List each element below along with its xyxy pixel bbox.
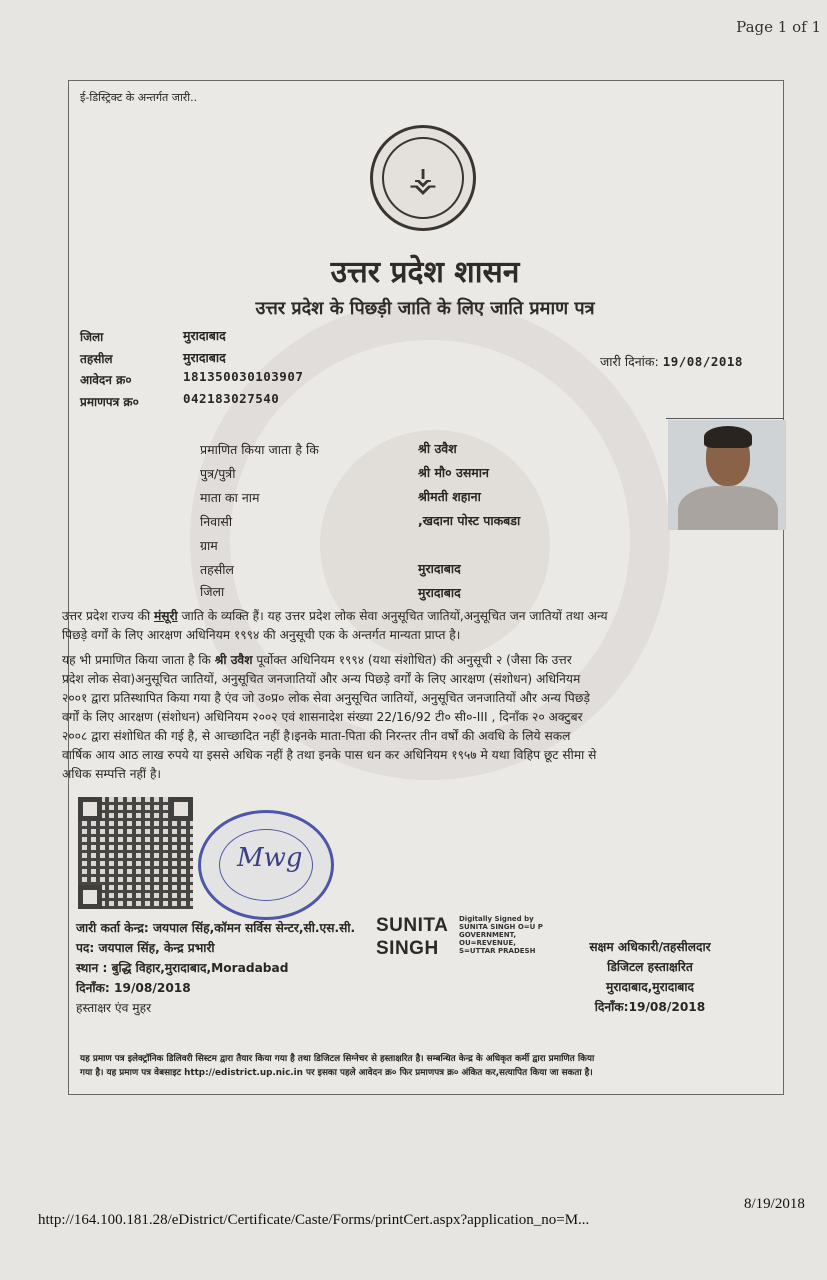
application-no-value: 181350030103907 [183,369,304,384]
applicant-photo [668,420,786,530]
issue-date-label: जारी दिनांक: [600,354,659,369]
detail-label: ग्राम [200,538,218,553]
detail-label: निवासी [200,514,233,529]
authority-title: सक्षम अधिकारी/तहसीलदार [589,940,711,954]
detail-label: प्रमाणित किया जाता है कि [200,442,319,457]
father-name: श्री मौ० उसमान [418,465,489,480]
district-value: मुरादाबाद [183,328,226,343]
authority-sign: डिजिटल हस्ताक्षरित [607,960,693,974]
issuer-post: पद: जयपाल सिंह, केन्द्र प्रभारी [76,941,215,955]
district-label: जिला [80,330,104,344]
paragraph-line: २००१ द्वारा प्रतिस्थापित किया गया है एंव जो उ०प्र० लोक सेवा अनुसूचित जातियों, अनुसूचित जनजातियों और अन्य पिछड़े [62,691,590,705]
paragraph-line: २००८ द्वारा संशोधित की गई है, से आच्छादित नहीं है।इनके माता-पिता की निरन्तर तीन वर्षों की अवधि के लिये सकल [62,729,571,743]
signer-last-name: SINGH [376,938,439,959]
verification-note: यह प्रमाण पत्र इलेक्ट्रॉनिक डिलिवरी सिस्टम द्वारा तैयार किया गया है तथा डिजिटल सिग्नेचर से हस्ताक्षरित है। सम्बन्धित केन्द्र के अधिकृत कर्मी द्वारा प्रमाणित किया गया है। यह प्रमाण पत्र वेबसाइट http://edistrict.up.nic.in पर इसका पहले आवेदन क्र० फिर प्रमाणपत्र क्र० अंकित कर,सत्यापित किया जा सकता है। [80,1054,595,1078]
tehsil-value: मुरादाबाद [183,350,226,365]
certificate-no-label: प्रमाणपत्र क्र० [80,395,139,409]
paragraph-line: पिछड़े वर्गों के लिए आरक्षण अधिनियम १९९४ की अनुसूची एक के अन्तर्गत मान्यता प्राप्त है। [62,628,461,642]
detail-label: माता का नाम [200,490,260,505]
tehsil-label: तहसील [80,352,113,366]
detail-tehsil-value: मुरादाबाद [418,561,461,576]
issuer-date: दिनाँक: 19/08/2018 [76,981,191,995]
issuer-sign-label: हस्ताक्षर एंव मुहर [76,1001,152,1015]
page-indicator: Page 1 of 1 [736,18,821,36]
official-stamp [198,810,334,920]
paragraph-line: वार्षिक आय आठ लाख रुपये या इससे अधिक नहीं है तथा इनके पास धन कर अधिनियम १९५७ मे यथा विहिप छूट सीमा से [62,748,597,762]
qr-code [78,797,193,909]
printed-url: http://164.100.181.28/eDistrict/Certificate/Caste/Forms/printCert.aspx?application_no=M... [38,1212,590,1228]
issuer-place: स्थान : बुद्धि विहार,मुरादाबाद,Moradabad [76,961,289,975]
signer-first-name: SUNITA [376,915,449,936]
issuer-center: जारी कर्ता केन्द्र: जयपाल सिंह,कॉमन सर्विस सेन्टर,सी.एस.सी. [76,921,356,935]
government-title: उत्तर प्रदेश शासन [330,255,520,290]
certificate-no-value: 042183027540 [183,391,280,406]
residence-value: ,खदाना पोस्ट पाकबडा [418,513,521,528]
paragraph-line: प्रदेश लोक सेवा)अनुसूचित जातियों, अनुसूचित जनजातियों और अन्य पिछड़े वर्गों के लिए आरक्षण (संशोधन) अधिनियम [62,672,581,686]
issued-under-note: ई-डिस्ट्रिक्ट के अन्तर्गत जारी.. [80,91,198,104]
up-government-emblem [370,125,476,231]
authority-date: दिनाँक:19/08/2018 [594,1000,706,1014]
digital-signature [376,915,448,960]
authority-place: मुरादाबाद,मुरादाबाद [606,980,694,994]
issue-date-value: 19/08/2018 [662,354,743,369]
paragraph-line: उत्तर प्रदेश राज्य की मंसूरी जाति के व्यक्ति हैं। यह उत्तर प्रदेश लोक सेवा अनुसूचित जातियों,अनुसूचित जन जातियों तथा अन्य [62,609,608,623]
detail-label: पुत्र/पुत्री [200,466,236,481]
paragraph-line: यह भी प्रमाणित किया जाता है कि श्री उवैश पूर्वोक्त अधिनियम १९९४ (यथा संशोधित) की अनुसूची २ (जैसा कि उत्तर [62,653,572,667]
issue-date [600,353,743,370]
applicant-name: श्री उवैश [418,441,457,456]
detail-label: तहसील [200,562,234,577]
detail-district-value: मुरादाबाद [418,585,461,600]
photo-top-rule [666,418,784,419]
paragraph-line: वर्गों के लिए आरक्षण (संशोधन) अधिनियम २००२ एवं शासनादेश संख्या 22/16/92 टी० सी०-III , दिनाँक २० अक्टुबर [62,710,583,724]
printed-date: 8/19/2018 [744,1196,805,1212]
bow-arrow-fish-icon: ⚶ [408,160,438,200]
detail-label: जिला [200,584,225,599]
handwritten-signature: Mwg [237,843,303,873]
certificate-title: उत्तर प्रदेश के पिछड़ी जाति के लिए जाति प्रमाण पत्र [255,298,595,319]
authority-block [570,937,730,1017]
paragraph-line: अधिक सम्पत्ति नहीं है। [62,767,162,781]
application-no-label: आवेदन क्र० [80,373,132,387]
mother-name: श्रीमती शहाना [418,489,481,504]
digital-signature-details: Digitally Signed by SUNITA SINGH O=U P GOVERNMENT, OU=REVENUE, S=UTTAR PRADESH [459,915,543,955]
caste-paragraph [62,607,802,645]
issuer-block [76,918,355,1018]
certification-paragraph [62,651,802,784]
